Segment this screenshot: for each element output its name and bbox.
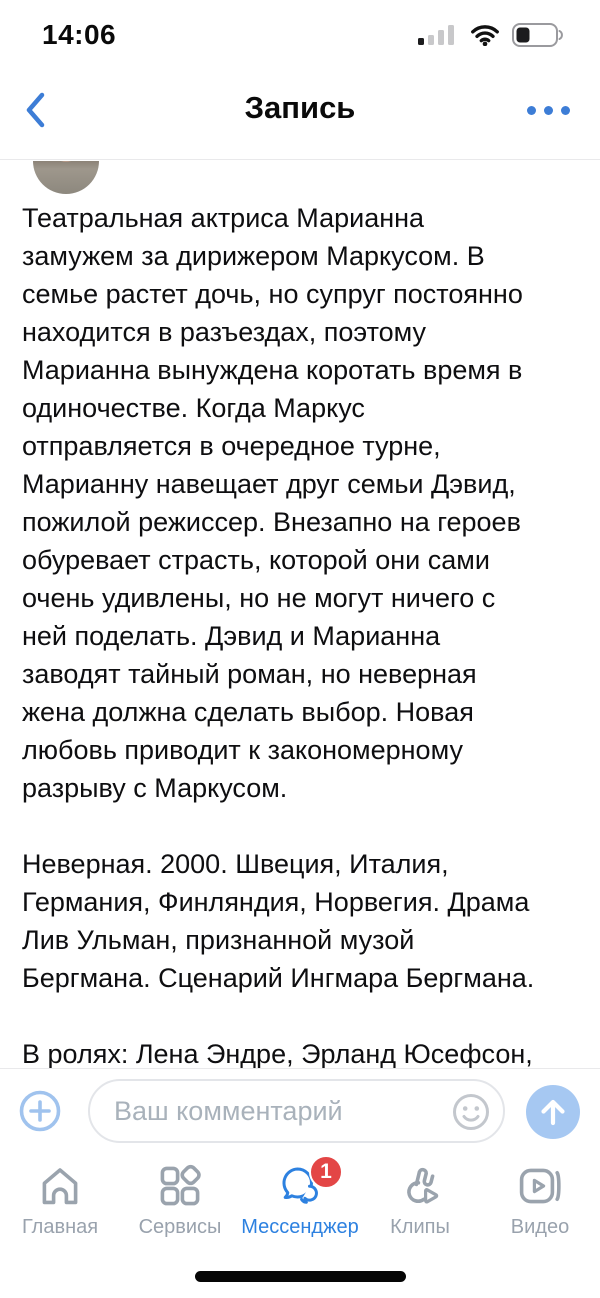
unread-badge: 1 [309, 1155, 343, 1189]
post-text-line: Лив Ульман, признанной музой [22, 925, 415, 955]
arrow-up-icon [538, 1096, 568, 1128]
tab-services[interactable] [120, 1152, 240, 1260]
tab-label: Сервисы [138, 1216, 222, 1238]
post-text-line: жена должна сделать выбор. Новая [22, 697, 474, 727]
home-icon [36, 1162, 84, 1210]
post-content[interactable] [0, 161, 600, 1068]
tab-label: Главная [21, 1216, 99, 1238]
status-time: 14:06 [42, 19, 117, 50]
more-options-button[interactable] [520, 88, 576, 132]
avatar[interactable] [33, 161, 99, 194]
tab-bar [0, 1152, 600, 1260]
post-text-line [22, 807, 590, 845]
tab-label: Видео [510, 1216, 570, 1238]
post-text [22, 199, 590, 1068]
home-indicator[interactable] [195, 1271, 406, 1282]
battery-icon [512, 23, 564, 47]
comment-bar [0, 1068, 600, 1152]
tab-messenger[interactable] [240, 1152, 360, 1260]
nav-bar [0, 60, 600, 160]
emoji-button[interactable] [451, 1092, 491, 1132]
services-icon [156, 1162, 204, 1210]
post-text-line: Неверная. 2000. Швеция, Италия, [22, 849, 449, 879]
post-text-line: заводят тайный роман, но неверная [22, 659, 477, 689]
send-button[interactable] [526, 1085, 580, 1139]
post-text-line: Бергмана. Сценарий Ингмара Бергмана. [22, 963, 535, 993]
post-text-line: ней поделать. Дэвид и Марианна [22, 621, 441, 651]
comment-input[interactable] [88, 1079, 505, 1143]
post-text-line: Театральная актриса Марианна [22, 203, 425, 233]
plus-icon [19, 1090, 61, 1132]
post-text-line: обуревает страсть, которой они сами [22, 545, 490, 575]
post-text-line [22, 997, 590, 1035]
tab-label: Клипы [390, 1216, 450, 1238]
post-text-line: очень удивлены, но не могут ничего с [22, 583, 496, 613]
cellular-signal-icon [418, 25, 458, 45]
status-bar [0, 0, 600, 60]
post-text-line: Марианна вынуждена коротать время в [22, 355, 523, 385]
post-text-line: замужем за дирижером Маркусом. В [22, 241, 485, 271]
wifi-icon [470, 24, 500, 46]
tab-home[interactable] [0, 1152, 120, 1260]
post-text-line: отправляется в очередное турне, [22, 431, 441, 461]
ellipsis-icon [527, 106, 536, 115]
post-text-line: находится в разъездах, поэтому [22, 317, 427, 347]
attach-button[interactable] [19, 1090, 61, 1132]
post-text-line: Марианну навещает друг семьи Дэвид, [22, 469, 516, 499]
post-text-line: разрыву с Маркусом. [22, 773, 288, 803]
status-icons [418, 23, 564, 47]
video-icon [516, 1162, 564, 1210]
post-text-line: В ролях: Лена Эндре, Эрланд Юсефсон, [22, 1039, 533, 1068]
post-text-line: Германия, Финляндия, Норвегия. Драма [22, 887, 530, 917]
comment-placeholder: Ваш комментарий [114, 1095, 343, 1126]
clips-icon [396, 1162, 444, 1210]
post-text-line: пожилой режиссер. Внезапно на героев [22, 507, 521, 537]
tab-clips[interactable] [360, 1152, 480, 1260]
post-text-line: одиночестве. Когда Маркус [22, 393, 365, 423]
page-title: Запись [244, 90, 356, 125]
smiley-icon [451, 1092, 491, 1132]
tab-label: Мессенджер [241, 1216, 359, 1238]
post-text-line: любовь приводит к закономерному [22, 735, 463, 765]
tab-video[interactable] [480, 1152, 600, 1260]
post-text-line: семье растет дочь, но супруг постоянно [22, 279, 523, 309]
